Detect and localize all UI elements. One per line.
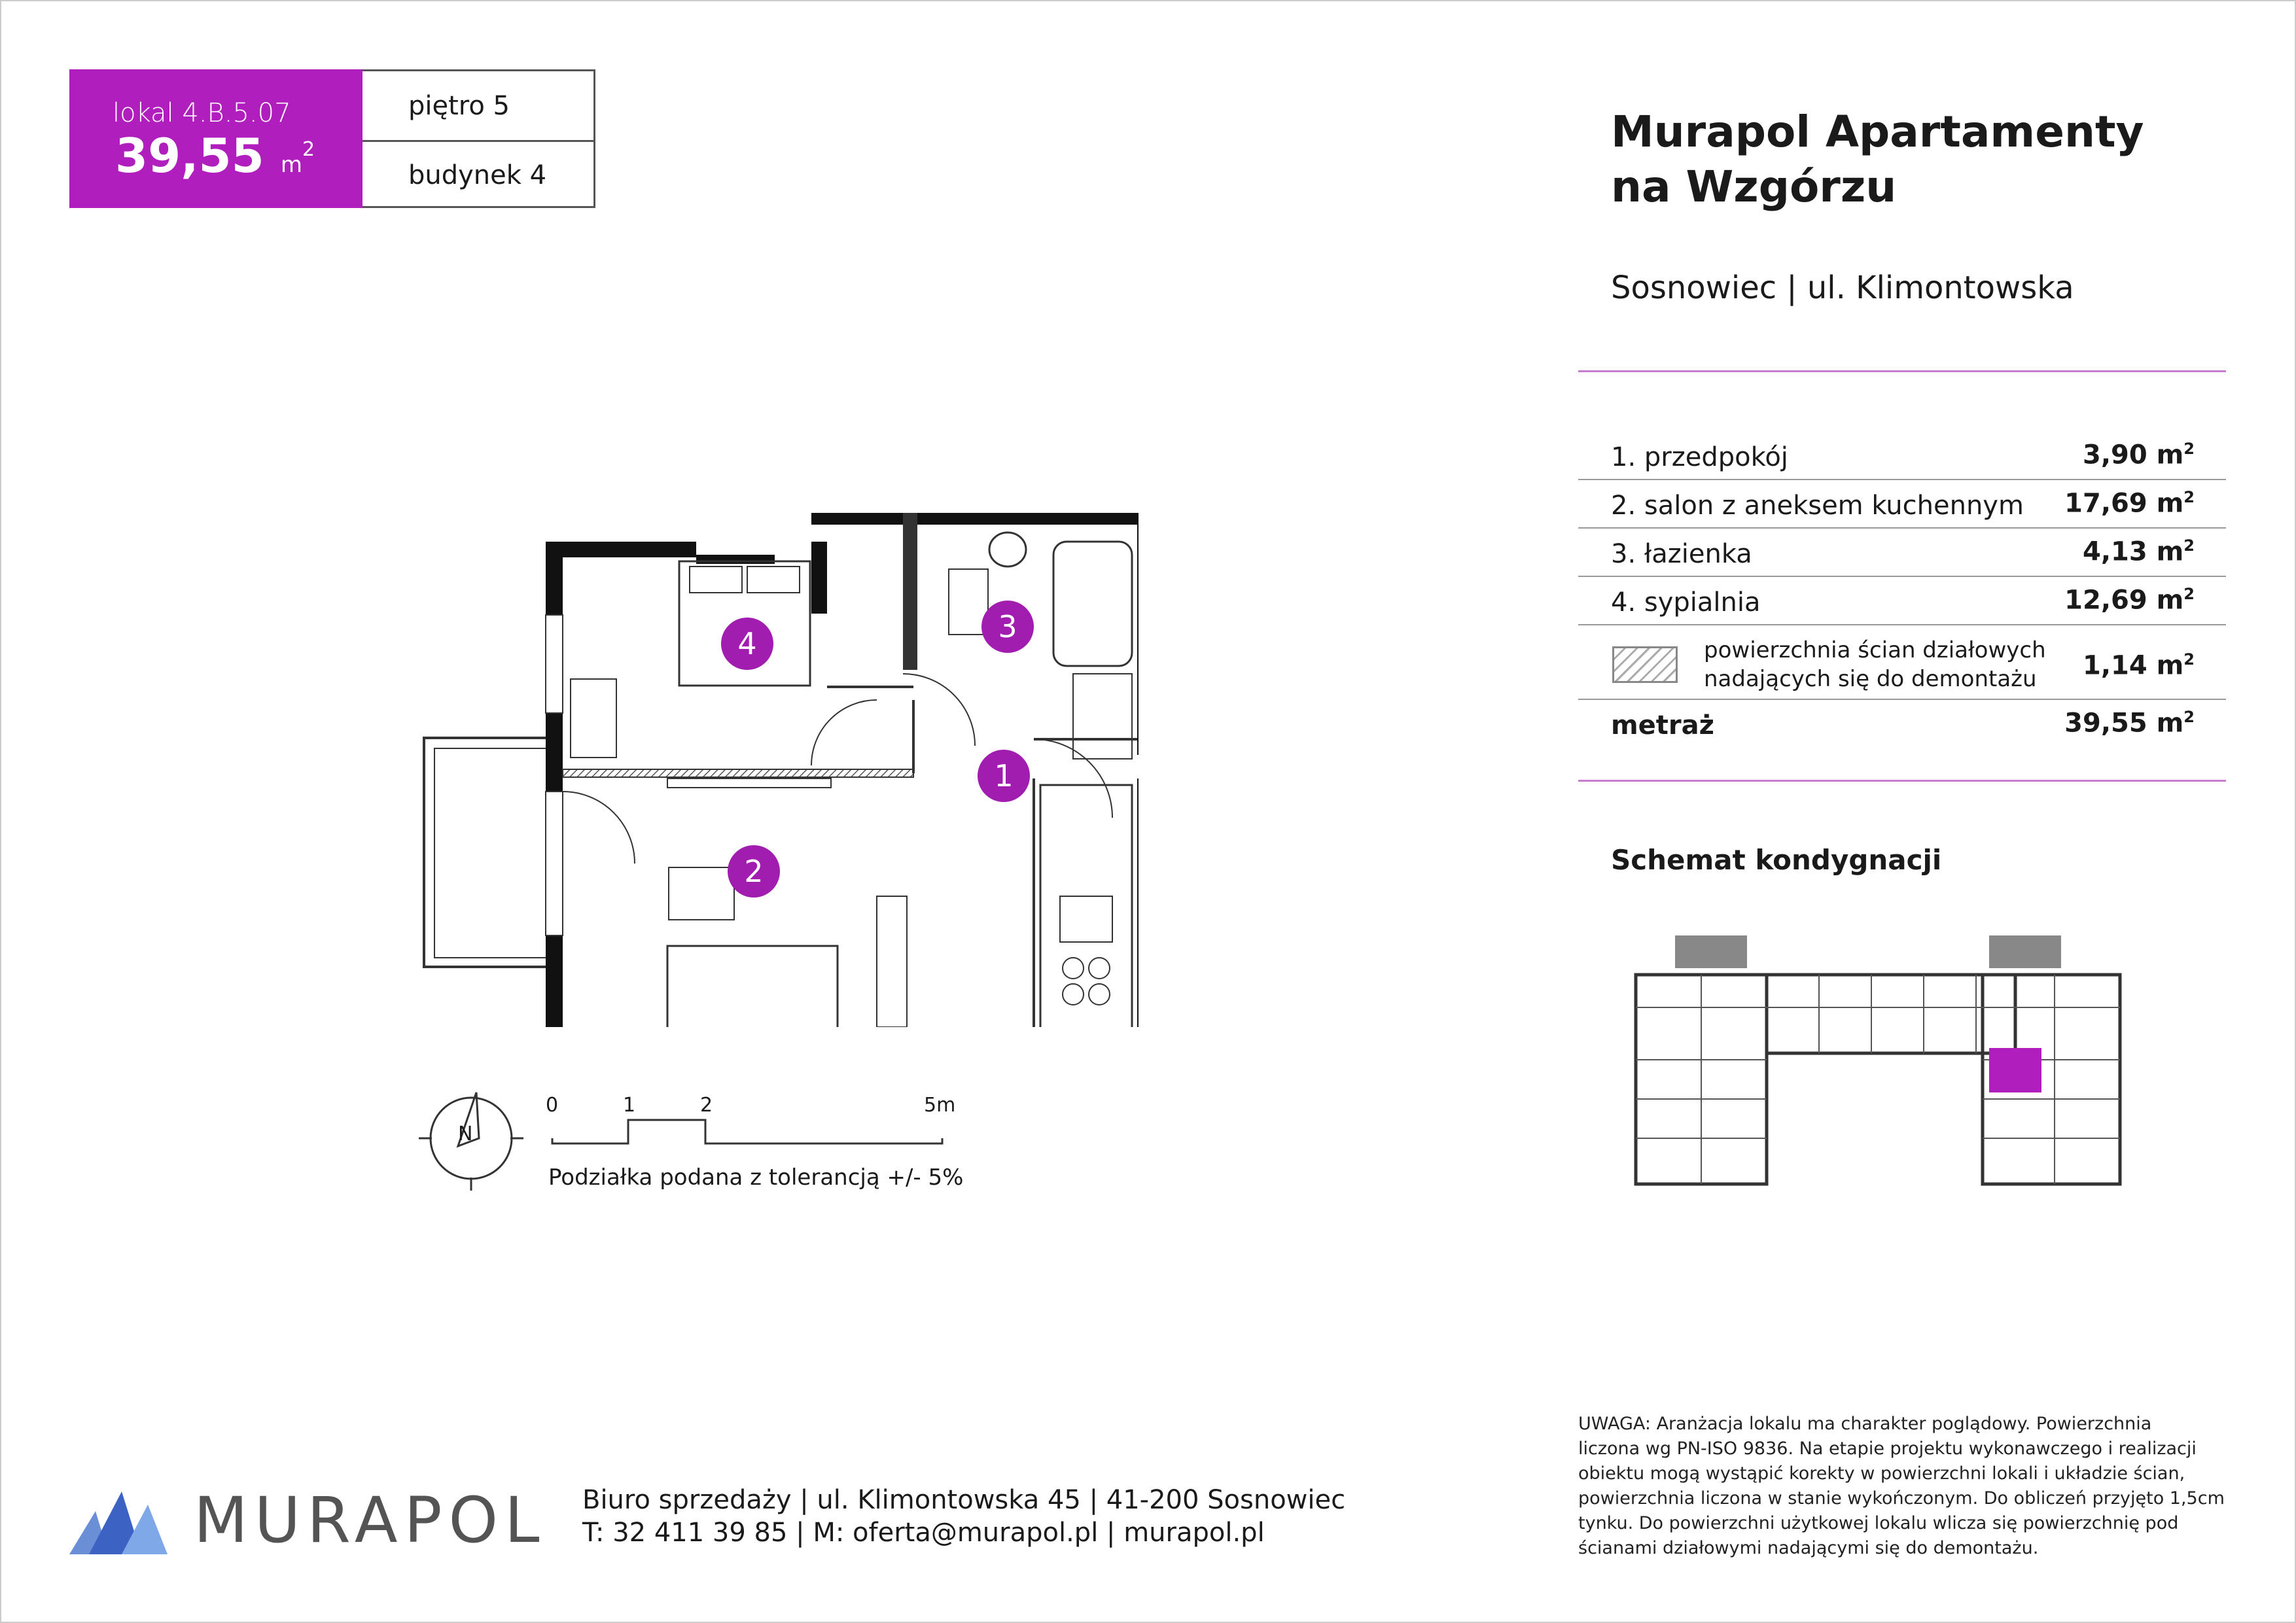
murapol-logo-icon xyxy=(69,1485,168,1554)
room-name: 1. przedpokój xyxy=(1611,442,1788,472)
unit-area-unit: m xyxy=(280,152,302,178)
disclaimer-line: powierzchnia liczona w stanie wykończonym. Do obliczeń przyjęto 1,5cm xyxy=(1578,1488,2225,1509)
room-name: 3. łazienka xyxy=(1611,539,1752,569)
project-title-line2: na Wzgórzu xyxy=(1611,162,1897,212)
room-area xyxy=(2064,488,2195,518)
floor-schematic xyxy=(1623,929,2133,1204)
walls-row xyxy=(1611,641,2200,688)
project-title xyxy=(1611,105,2144,215)
total-area-sup: 2 xyxy=(2183,708,2195,726)
room-area-value: 3,90 m xyxy=(2083,440,2184,470)
room-area-sup: 2 xyxy=(2183,585,2195,603)
room-area-sup: 2 xyxy=(2183,488,2195,506)
disclaimer-line: tynku. Do powierzchni użytkowej lokalu wlicza się powierzchnię pod xyxy=(1578,1513,2179,1533)
apartment-floor-plan xyxy=(406,504,1139,1027)
project-title-line1: Murapol Apartamenty xyxy=(1611,107,2144,157)
walls-legend-line1: powierzchnia ścian działowych xyxy=(1704,637,2046,663)
unit-label: lokal 4.B.5.07 xyxy=(113,98,291,128)
total-label: metraż xyxy=(1611,710,1714,741)
room-row-2 xyxy=(1611,480,2200,527)
walls-area-value: 1,14 m xyxy=(2083,650,2184,681)
room-marker-2: 2 xyxy=(728,845,780,898)
room-name: 4. sypialnia xyxy=(1611,587,1761,618)
total-area-value: 39,55 m xyxy=(2064,708,2184,739)
info-divider xyxy=(362,140,593,142)
room-area xyxy=(2083,440,2195,470)
room-marker-4: 4 xyxy=(721,618,773,670)
room-area xyxy=(2083,536,2195,567)
unit-info-box xyxy=(362,69,595,208)
room-area-sup: 2 xyxy=(2183,536,2195,555)
building-label: budynek 4 xyxy=(408,160,547,190)
room-area xyxy=(2064,585,2195,615)
room-area-value: 4,13 m xyxy=(2083,536,2184,567)
room-row-1 xyxy=(1611,432,2200,479)
scale-tick-0: 0 xyxy=(546,1094,559,1117)
total-row xyxy=(1611,700,2200,747)
disclaimer-line: ścianami działowymi nadającymi się do demontażu. xyxy=(1578,1538,2039,1558)
top-rule xyxy=(1578,370,2226,372)
unit-area-value: 39,55 xyxy=(115,128,264,183)
unit-area xyxy=(115,128,315,183)
room-area-sup: 2 xyxy=(2183,440,2195,458)
murapol-logo-text: MURAPOL xyxy=(194,1484,546,1557)
project-address: Sosnowiec | ul. Klimontowska xyxy=(1611,270,2074,306)
disclaimer-line: UWAGA: Aranżacja lokalu ma charakter poglądowy. Powierzchnia xyxy=(1578,1414,2152,1434)
bottom-rule xyxy=(1578,780,2226,782)
scale-tick-1: 1 xyxy=(623,1094,636,1117)
room-area-value: 17,69 m xyxy=(2064,488,2184,519)
unit-area-sup: 2 xyxy=(302,138,315,161)
room-marker-1: 1 xyxy=(978,750,1030,802)
highlighted-unit xyxy=(1989,1048,2041,1092)
disclaimer-line: obiektu mogą wystąpić korekty w powierzchni lokali i układzie ścian, xyxy=(1578,1463,2185,1484)
walls-area-sup: 2 xyxy=(2183,650,2195,669)
room-row-4 xyxy=(1611,577,2200,624)
room-row-3 xyxy=(1611,529,2200,576)
scale-bar xyxy=(550,1112,955,1145)
room-area-value: 12,69 m xyxy=(2064,585,2184,616)
room-name: 2. salon z aneksem kuchennym xyxy=(1611,491,2024,521)
schemat-title: Schemat kondygnacji xyxy=(1611,844,1942,876)
unit-badge xyxy=(69,69,362,208)
disclaimer xyxy=(1578,1412,2233,1561)
sales-office-address: Biuro sprzedaży | ul. Klimontowska 45 | 41-200 Sosnowiec xyxy=(582,1485,1346,1515)
scale-tick-5m: 5m xyxy=(924,1094,956,1117)
total-area xyxy=(2064,708,2195,738)
disclaimer-line: liczona wg PN-ISO 9836. Na etapie projektu wykonawczego i realizacji xyxy=(1578,1439,2197,1459)
walls-area xyxy=(2083,650,2195,680)
scale-note: Podziałka podana z tolerancją +/- 5% xyxy=(548,1164,964,1191)
sales-office-contact: T: 32 411 39 85 | M: oferta@murapol.pl | murapol.pl xyxy=(582,1518,1265,1548)
walls-legend-line2: nadających się do demontażu xyxy=(1704,666,2037,692)
scale-tick-2: 2 xyxy=(700,1094,713,1117)
north-label: N xyxy=(458,1123,473,1145)
room-marker-3: 3 xyxy=(981,601,1034,653)
room-separator xyxy=(1578,624,2226,625)
floor-label: piętro 5 xyxy=(408,91,510,121)
